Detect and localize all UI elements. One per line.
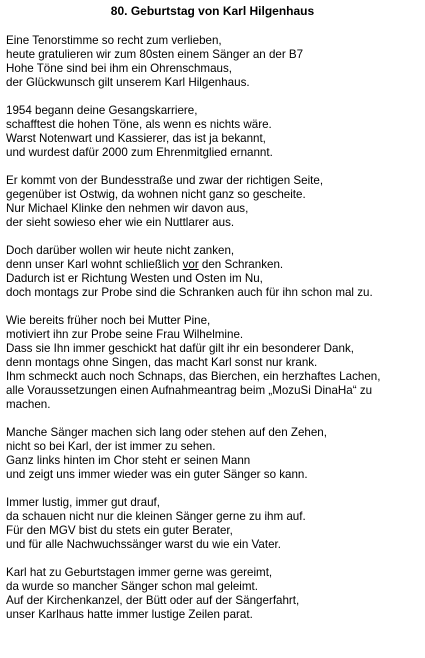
stanza (6, 104, 419, 160)
poem-line: Dass sie Ihn immer geschickt hat dafür gilt ihr ein besonderer Dank, (6, 342, 354, 355)
stanza (6, 566, 419, 622)
poem-line: Hohe Töne sind bei ihm ein Ohrenschmaus, (6, 62, 232, 75)
poem-line: Nur Michael Klinke den nehmen wir davon aus, (6, 202, 249, 215)
poem-line: da schauen nicht nur die kleinen Sänger gerne zu ihm auf. (6, 510, 306, 523)
poem-line: nicht so bei Karl, der ist immer zu sehen. (6, 440, 216, 453)
poem-body (6, 34, 419, 622)
poem-line: schafftest die hohen Töne, als wenn es nichts wäre. (6, 118, 272, 131)
poem-line: Dadurch ist er Richtung Westen und Osten im Nu, (6, 272, 263, 285)
poem-line: da wurde so mancher Sänger schon mal geleimt. (6, 580, 258, 593)
poem-line: heute gratulieren wir zum 80sten einem Sänger an der B7 (6, 48, 304, 61)
poem-line: und für alle Nachwuchssänger warst du wie ein Vater. (6, 538, 281, 551)
poem-line: motiviert ihn zur Probe seine Frau Wilhelmine. (6, 328, 244, 341)
poem-line: Ihm schmeckt auch noch Schnaps, das Bierchen, ein herzhaftes Lachen, (6, 370, 381, 383)
poem-line: der sieht sowieso eher wie ein Nuttlarer aus. (6, 216, 235, 229)
poem-line: denn montags ohne Singen, das macht Karl sonst nur krank. (6, 356, 318, 369)
poem-line: Wie bereits früher noch bei Mutter Pine, (6, 314, 211, 327)
stanza (6, 174, 419, 230)
poem-line: der Glückwunsch gilt unserem Karl Hilgenhaus. (6, 76, 250, 89)
poem-line: gegenüber ist Ostwig, da wohnen nicht ganz so gescheite. (6, 188, 306, 201)
stanza (6, 426, 419, 482)
poem-line: doch montags zur Probe sind die Schranken auch für ihn schon mal zu. (6, 286, 373, 299)
poem-line: unser Karlhaus hatte immer lustige Zeilen parat. (6, 608, 253, 621)
poem-title: 80. Geburtstag von Karl Hilgenhaus (110, 4, 315, 18)
poem-line: und zeigt uns immer wieder was ein guter Sänger so kann. (6, 468, 308, 481)
poem-line: Auf der Kirchenkanzel, der Bütt oder auf der Sängerfahrt, (6, 594, 300, 607)
poem-line: alle Voraussetzungen einen Aufnahmeantrag beim „MozuSi DinaHa“ zu (6, 384, 373, 397)
poem-line: Er kommt von der Bundesstraße und zwar der richtigen Seite, (6, 174, 324, 187)
poem-line: Ganz links hinten im Chor steht er seinen Mann (6, 454, 251, 467)
poem-line: Karl hat zu Geburtstagen immer gerne was gereimt, (6, 566, 273, 579)
stanza (6, 34, 419, 90)
poem-line: machen. (6, 398, 51, 411)
poem-line: 1954 begann deine Gesangskarriere, (6, 104, 198, 117)
poem-line: Warst Notenwart und Kassierer, das ist ja bekannt, (6, 132, 266, 145)
stanza (6, 496, 419, 552)
stanza (6, 314, 419, 412)
stanza (6, 244, 419, 300)
poem-line: Manche Sänger machen sich lang oder stehen auf den Zehen, (6, 426, 327, 439)
poem-line: und wurdest dafür 2000 zum Ehrenmitglied ernannt. (6, 146, 273, 159)
poem-line: Immer lustig, immer gut drauf, (6, 496, 160, 509)
poem-line: Eine Tenorstimme so recht zum verlieben, (6, 34, 222, 47)
underlined-word: vor (182, 258, 199, 271)
poem-line: Für den MGV bist du stets ein guter Berater, (6, 524, 233, 537)
poem-line (6, 258, 419, 272)
poem-line-part: denn unser Karl wohnt schließlich (6, 258, 183, 271)
poem-line: Doch darüber wollen wir heute nicht zanken, (6, 244, 235, 257)
poem-line-part: den Schranken. (198, 258, 284, 271)
